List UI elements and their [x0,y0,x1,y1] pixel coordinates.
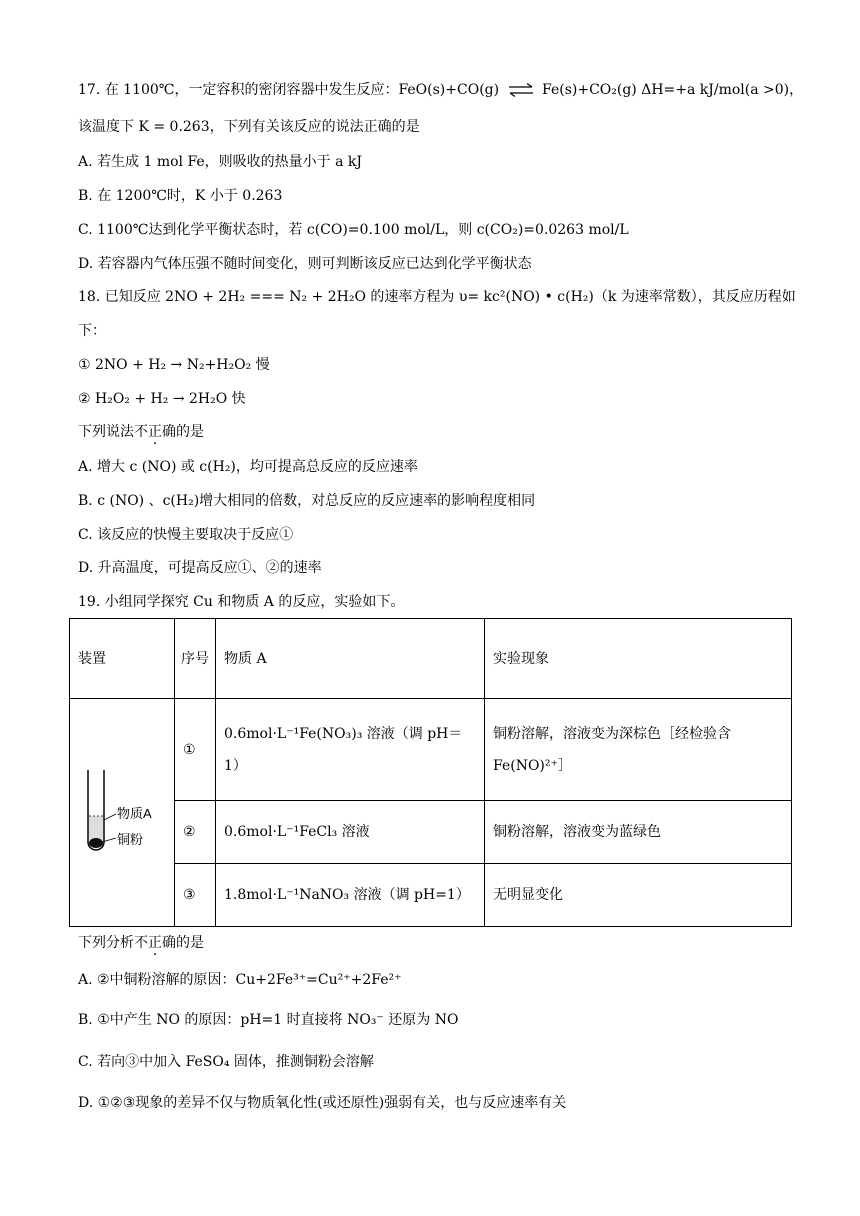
q18-option-b: B. c (NO) 、c(H₂)增大相同的倍数，对总反应的反应速率的影响程度相同 [78,493,536,509]
q18-stem: 18. 已知反应 2NO + 2H₂ === N₂ + 2H₂O 的速率方程为 υ= kc²(NO) • c(H₂)（k 为速率常数），其反应历程如 [78,289,796,305]
row2-number: ② [175,801,216,864]
experiment-table [69,618,792,927]
test-tube-icon [78,768,162,858]
device-label-substance: 物质A [117,805,152,821]
table-row [70,801,792,864]
row3-substance: 1.8mol·L⁻¹NaNO₃ 溶液（调 pH=1） [216,864,485,927]
q19-option-b: B. ①中产生 NO 的原因：pH=1 时直接将 NO₃⁻ 还原为 NO [78,1012,459,1028]
row3-phenomenon: 无明显变化 [485,864,792,927]
header-phenomenon: 实验现象 [485,619,792,699]
q17-stem [78,80,803,100]
q18-prompt-pre: 下列说法 [78,424,134,440]
q18-prompt-post: 的是 [176,424,204,440]
row3-number: ③ [175,864,216,927]
row2-phenomenon: 铜粉溶解，溶液变为蓝绿色 [485,801,792,864]
q19-prompt-post: 的是 [176,935,204,951]
q17-option-b: B. 在 1200℃时，K 小于 0.263 [78,188,283,204]
q17-option-c: C. 1100℃达到化学平衡状态时，若 c(CO)=0.100 mol/L，则 c(CO₂)=0.0263 mol/L [78,222,629,238]
device-label-copper: 铜粉 [117,831,144,847]
table-row [70,864,792,927]
table-header-row [70,619,792,699]
q17-stem2: 该温度下 K = 0.263，下列有关该反应的说法正确的是 [78,119,420,135]
table-row [70,699,792,801]
q18-prompt [78,422,204,442]
q19-prompt-emphasis: 不正确 [134,935,176,951]
q18-option-d: D. 升高温度，可提高反应①、②的速率 [78,560,322,576]
row1-number: ① [175,699,216,801]
q19-stem: 19. 小组同学探究 Cu 和物质 A 的反应，实验如下。 [78,594,405,610]
q18-step2: ② H₂O₂ + H₂ → 2H₂O 快 [78,391,246,407]
q17-stem-b: Fe(s)+CO₂(g) ΔH=+a kJ/mol(a >0)， [542,82,804,98]
header-number: 序号 [175,619,216,699]
header-substance: 物质 A [216,619,485,699]
q18-step1: ① 2NO + H₂ → N₂+H₂O₂ 慢 [78,357,270,373]
header-device: 装置 [70,619,175,699]
q18-option-a: A. 增大 c (NO) 或 c(H₂)，均可提高总反应的反应速率 [78,459,418,475]
device-cell [70,699,175,927]
q19-prompt-pre: 下列分析 [78,935,134,951]
q19-option-d: D. ①②③现象的差异不仅与物质氧化性(或还原性)强弱有关，也与反应速率有关 [78,1095,567,1111]
row2-substance: 0.6mol·L⁻¹FeCl₃ 溶液 [216,801,485,864]
q18-prompt-emphasis: 不正确 [134,424,176,440]
q19-option-a: A. ②中铜粉溶解的原因：Cu+2Fe³⁺=Cu²⁺+2Fe²⁺ [78,972,402,988]
q19-option-c: C. 若向③中加入 FeSO₄ 固体，推测铜粉会溶解 [78,1054,374,1070]
row1-phenomenon: 铜粉溶解，溶液变为深棕色［经检验含 Fe(NO)²⁺］ [485,699,792,801]
q17-option-a: A. 若生成 1 mol Fe，则吸收的热量小于 a kJ [78,154,363,170]
equilibrium-arrow-icon [508,83,534,97]
q18-stem2: 下： [78,323,106,339]
q17-option-d: D. 若容器内气体压强不随时间变化，则可判断该反应已达到化学平衡状态 [78,256,532,272]
q18-option-c: C. 该反应的快慢主要取决于反应① [78,527,294,543]
row1-substance: 0.6mol·L⁻¹Fe(NO₃)₃ 溶液（调 pH＝1） [216,699,485,801]
q19-prompt [78,933,204,953]
q17-stem-a: 17. 在 1100℃，一定容积的密闭容器中发生反应：FeO(s)+CO(g) [78,82,500,98]
